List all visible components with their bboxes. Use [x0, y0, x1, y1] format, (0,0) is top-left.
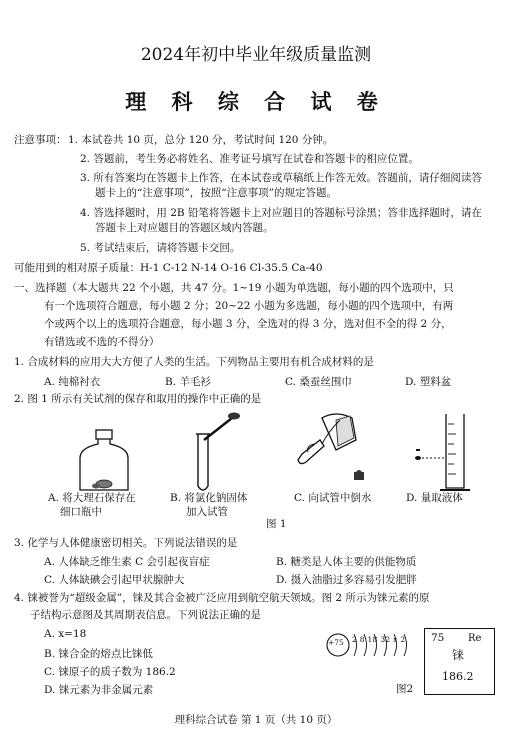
atomic-masses: 可能用到的相对原子质量：H-1 C-12 N-14 O-16 Cl-35.5 Ca-40 — [14, 262, 323, 274]
q4-stem-line-1: 4. 铼被誉为“超级金属”，铼及其合金被广泛应用到航空航天领域。图 2 所示为铼元素的原 — [14, 592, 430, 604]
section-1-line-4: 有错选或不选的不得分） — [44, 336, 160, 348]
element-symbol: Re — [468, 633, 482, 644]
notice-item-4-cont: 答题卡上对应题目的答题区域内答题。 — [95, 222, 274, 234]
q3-option-b: B. 糖类是人体主要的供能物质 — [276, 556, 417, 568]
notice-item-3: 3. 所有答案均在答题卡上作答，在本试卷或草稿纸上作答无效。答题前，请仔细阅读答 — [80, 172, 482, 184]
q4-option-c: C. 铼原子的质子数为 186.2 — [44, 666, 176, 678]
notice-item-1: 1. 本试卷共 10 页，总分 120 分，考试时间 120 分钟。 — [68, 134, 334, 146]
figure-1-caption: 图 1 — [266, 518, 287, 530]
q2-option-a-line-1: A. 将大理石保存在 — [48, 492, 136, 504]
q1-option-d: D. 塑料盆 — [405, 376, 452, 388]
q2-option-b-line-1: B. 将氯化钠固体 — [170, 492, 248, 504]
q4-option-b: B. 铼合金的熔点比铼低 — [44, 648, 153, 660]
atom-electron-shells: 2 8 18 32 x 2 — [352, 635, 406, 644]
q4-option-d: D. 铼元素为非金属元素 — [44, 684, 154, 696]
section-1-line-2: 有一个选项符合题意，每小题 2 分；20~22 小题为多选题，每小题的四个选项中，有两 — [44, 300, 454, 312]
element-atomic-mass: 186.2 — [442, 670, 474, 683]
narrow-mouth-bottle-figure — [72, 428, 136, 494]
q1-option-a: A. 纯棉衬衣 — [44, 376, 101, 388]
q3-option-c: C. 人体缺碘会引起甲状腺肿大 — [44, 574, 185, 586]
q2-option-d: D. 量取液体 — [406, 492, 463, 504]
element-name: 铼 — [452, 648, 465, 662]
atom-nucleus-charge: +75 — [328, 638, 344, 647]
q1-option-b: B. 羊毛衫 — [165, 376, 211, 388]
q1-option-c: C. 桑蚕丝围巾 — [285, 376, 352, 388]
notice-label: 注意事项： — [14, 134, 67, 146]
section-1-line-3: 个或两个以上的选项符合题意，每小题 3 分，全选对的得 3 分，选对但不全的得 2 分， — [44, 318, 452, 330]
pouring-water-figure — [292, 410, 370, 494]
q3-option-a: A. 人体缺乏维生素 C 会引起夜盲症 — [44, 556, 210, 568]
notice-item-3-cont: 题卡上的“注意事项”，按照“注意事项”的规定答题。 — [95, 187, 337, 199]
notice-item-5: 5. 考试结束后，请将答题卡交回。 — [80, 242, 241, 254]
q2-option-a-line-2: 细口瓶中 — [60, 506, 102, 518]
page-footer: 理科综合试卷 第 1 页（共 10 页） — [174, 714, 338, 726]
q1-stem: 1. 合成材料的应用大大方便了人类的生活。下列物品主要用有机合成材料的是 — [14, 356, 374, 368]
q2-option-b-line-2: 加入试管 — [186, 506, 228, 518]
exam-subtitle: 理 科 综 合 试 卷 — [125, 89, 387, 114]
q3-option-d: D. 摄入油脂过多容易引发肥胖 — [276, 574, 417, 586]
q3-stem: 3. 化学与人体健康密切相关。下列说法错误的是 — [14, 537, 238, 549]
q2-stem: 2. 图 1 所示有关试剂的保存和取用的操作中正确的是 — [14, 393, 262, 405]
q2-option-c: C. 向试管中倒水 — [294, 492, 372, 504]
graduated-cylinder-figure — [410, 410, 480, 496]
q4-stem-line-2: 子结构示意图及其周期表信息。下列说法正确的是 — [30, 609, 261, 621]
section-1-line-1: 一、选择题（本大题共 22 个小题，共 47 分。1~19 小题为单选题，每小题的四个选项中，只 — [14, 282, 454, 294]
notice-item-2: 2. 答题前，考生务必将姓名、准考证号填写在试卷和答题卡的相应位置。 — [80, 153, 419, 165]
notice-item-4: 4. 答选择题时，用 2B 铅笔将答题卡上对应题目的答题标号涂黑；答非选择题时，请在 — [80, 207, 482, 219]
element-atomic-number: 75 — [431, 632, 445, 644]
q4-option-a: A. x=18 — [44, 628, 87, 640]
exam-title: 2024年初中毕业年级质量监测 — [140, 45, 372, 65]
test-tube-spoon-figure — [190, 410, 242, 494]
figure-2-caption: 图2 — [396, 683, 414, 695]
